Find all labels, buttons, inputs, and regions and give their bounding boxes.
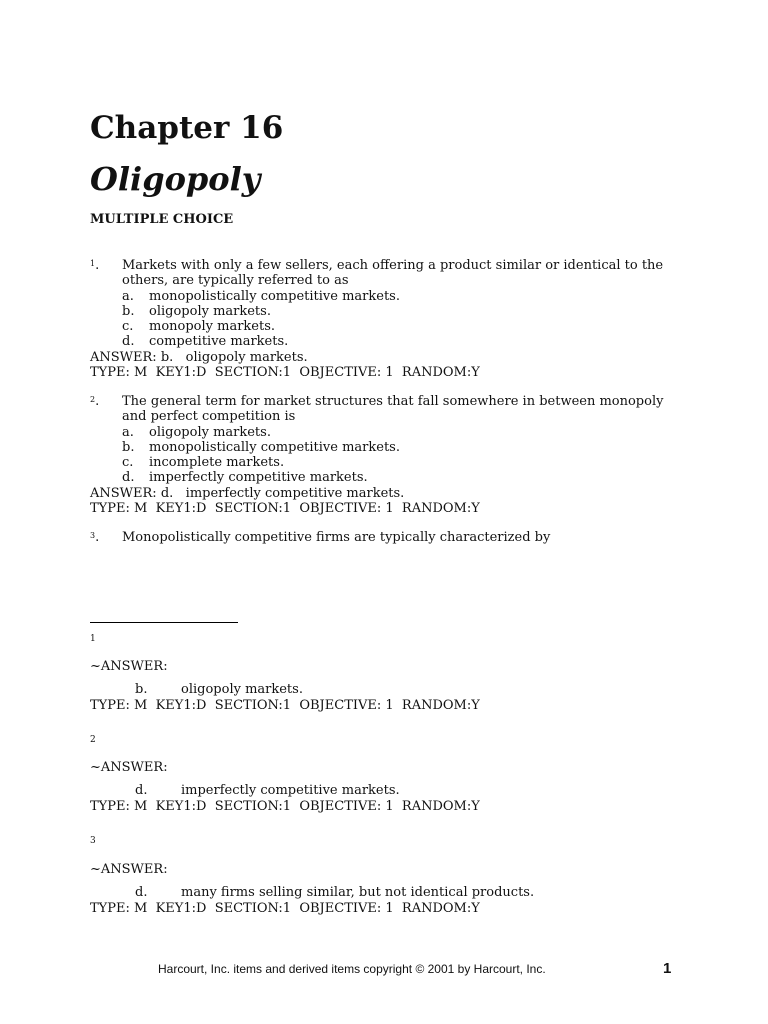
footnote-number: 2 bbox=[90, 735, 96, 745]
footnote-answer: d. many firms selling similar, but not identical products. bbox=[135, 885, 535, 900]
option-d: d. competitive markets. bbox=[122, 334, 289, 350]
question-number: $^2$. bbox=[90, 394, 100, 409]
footnote-heading: ~ANSWER: bbox=[90, 760, 168, 775]
footnote-number: 1 bbox=[90, 634, 96, 644]
footnote-meta: TYPE: M KEY1:D SECTION:1 OBJECTIVE: 1 RANDOM:Y bbox=[90, 901, 480, 916]
option-d: d. imperfectly competitive markets. bbox=[122, 470, 368, 486]
footnote-answer: b. oligopoly markets. bbox=[135, 682, 303, 697]
footnote-number: 3 bbox=[90, 836, 96, 846]
page-number: 1 bbox=[663, 960, 672, 977]
option-c: c. monopoly markets. bbox=[122, 319, 276, 335]
question-1 bbox=[90, 258, 690, 380]
footnote-meta: TYPE: M KEY1:D SECTION:1 OBJECTIVE: 1 RANDOM:Y bbox=[90, 799, 480, 814]
question-number: $^3$. bbox=[90, 530, 100, 545]
question-number: $^1$. bbox=[90, 258, 100, 273]
question-meta: TYPE: M KEY1:D SECTION:1 OBJECTIVE: 1 RANDOM:Y bbox=[90, 365, 480, 381]
footnote-meta: TYPE: M KEY1:D SECTION:1 OBJECTIVE: 1 RANDOM:Y bbox=[90, 698, 480, 713]
question-2 bbox=[90, 394, 690, 516]
answer-line: ANSWER: b. oligopoly markets. bbox=[90, 349, 308, 365]
option-a: a. oligopoly markets. bbox=[122, 424, 271, 440]
chapter-subtitle: Oligopoly bbox=[90, 160, 261, 198]
question-3 bbox=[90, 530, 690, 545]
question-meta: TYPE: M KEY1:D SECTION:1 OBJECTIVE: 1 RANDOM:Y bbox=[90, 501, 480, 517]
question-stem: Markets with only a few sellers, each offering a product similar or identical to the others, are typically referred to as bbox=[122, 258, 664, 289]
option-b: b. monopolistically competitive markets. bbox=[122, 439, 400, 455]
footnote-separator bbox=[90, 622, 238, 623]
footnote-heading: ~ANSWER: bbox=[90, 659, 168, 674]
option-c: c. incomplete markets. bbox=[122, 455, 285, 471]
footnote-answer: d. imperfectly competitive markets. bbox=[135, 783, 400, 798]
chapter-title: Chapter 16 bbox=[90, 110, 284, 146]
option-a: a. monopolistically competitive markets. bbox=[122, 288, 400, 304]
option-b: b. oligopoly markets. bbox=[122, 303, 271, 319]
section-heading: MULTIPLE CHOICE bbox=[90, 212, 234, 227]
footnote-heading: ~ANSWER: bbox=[90, 862, 168, 877]
answer-line: ANSWER: d. imperfectly competitive markets. bbox=[90, 485, 405, 501]
copyright-footer: Harcourt, Inc. items and derived items copyright © 2001 by Harcourt, Inc. bbox=[158, 962, 546, 976]
question-stem: Monopolistically competitive firms are typically characterized by bbox=[122, 530, 551, 545]
question-stem: The general term for market structures that fall somewhere in between monopoly and perfect competition is bbox=[122, 394, 664, 425]
